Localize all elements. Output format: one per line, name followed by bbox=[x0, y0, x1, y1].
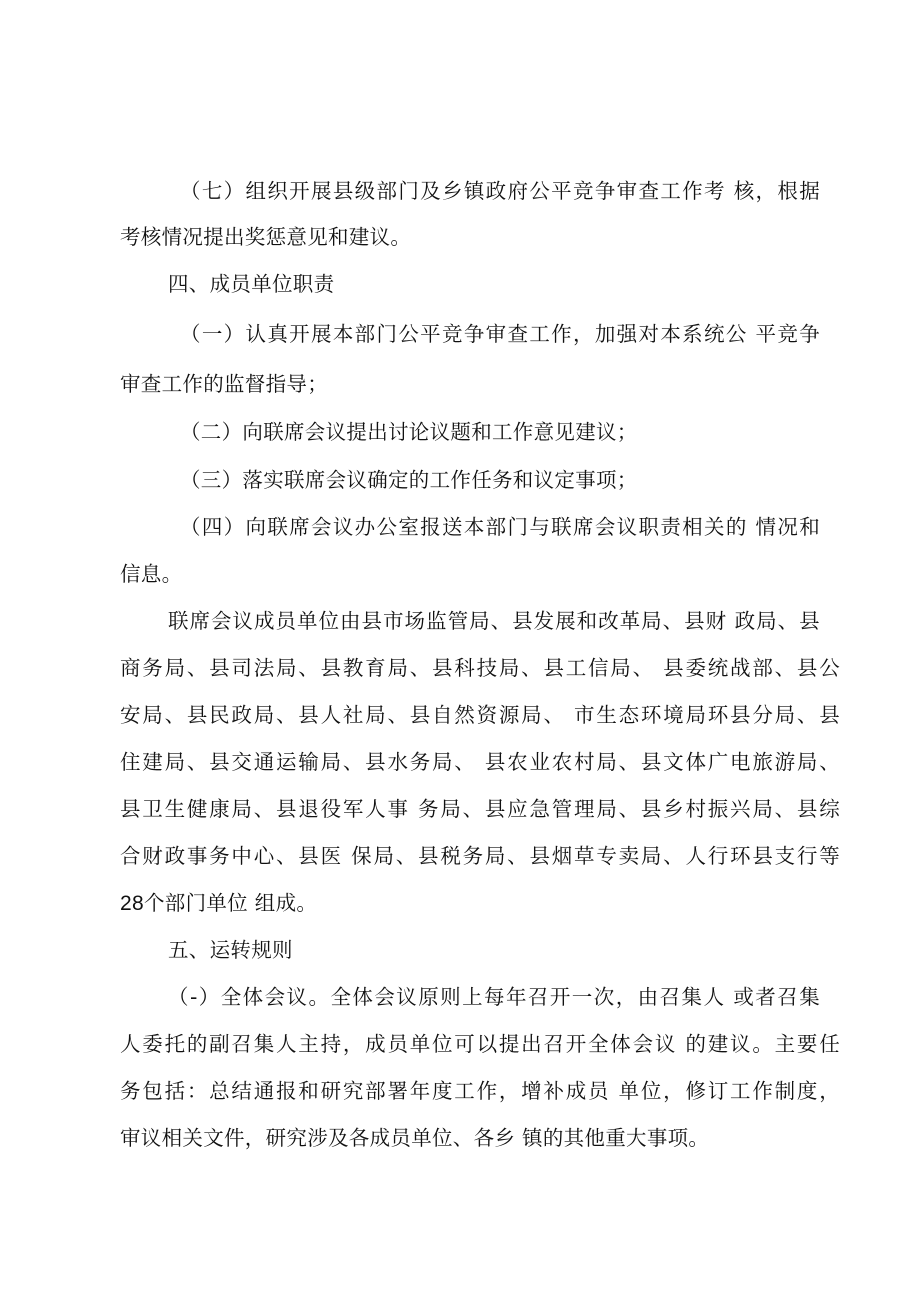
paragraph-line: 联席会议成员单位由县市场监管局、县发展和改革局、县财 政局、县 bbox=[168, 609, 820, 633]
paragraph-line: 商务局、县司法局、县教育局、县科技局、县工信局、 县委统战部、县公 bbox=[120, 656, 840, 680]
paragraph-line: （三）落实联席会议确定的工作任务和议定事项； bbox=[180, 468, 638, 492]
paragraph-line: 住建局、县交通运输局、县水务局、 县农业农村局、县文体广电旅游局、 bbox=[120, 750, 840, 774]
paragraph-line: （四）向联席会议办公室报送本部门与联席会议职责相关的 情况和 bbox=[180, 515, 820, 539]
paragraph-line: （二）向联席会议提出讨论议题和工作意见建议； bbox=[180, 420, 638, 444]
paragraph-line: 合财政事务中心、县医 保局、县税务局、县烟草专卖局、人行环县支行等 bbox=[120, 844, 840, 868]
unit-count: 28 bbox=[120, 892, 144, 915]
section-heading: 四、成员单位职责 bbox=[168, 272, 335, 296]
paragraph-line: 考核情况提出奖惩意见和建议。 bbox=[120, 225, 412, 249]
paragraph-line: （-）全体会议。全体会议原则上每年召开一次，由召集人 或者召集 bbox=[168, 985, 820, 1009]
paragraph-line: 审查工作的监督指导； bbox=[120, 372, 328, 396]
paragraph-line: 信息。 bbox=[120, 562, 183, 586]
paragraph-line bbox=[120, 885, 840, 921]
paragraph-line: 人委托的副召集人主持，成员单位可以提出召开全体会议 的建议。主要任 bbox=[120, 1032, 840, 1056]
section-heading: 五、运转规则 bbox=[168, 938, 293, 962]
paragraph-line: 审议相关文件，研究涉及各成员单位、各乡 镇的其他重大事项。 bbox=[120, 1126, 710, 1150]
paragraph-line: （一）认真开展本部门公平竞争审查工作，加强对本系统公 平竞争 bbox=[180, 322, 820, 346]
paragraph-line: 安局、县民政局、县人社局、县自然资源局、 市生态环境局环县分局、县 bbox=[120, 703, 840, 727]
paragraph-line: 县卫生健康局、县退役军人事 务局、县应急管理局、县乡村振兴局、县综 bbox=[120, 797, 840, 821]
paragraph-line: 务包括：总结通报和研究部署年度工作，增补成员 单位，修订工作制度， bbox=[120, 1079, 840, 1103]
paragraph-line-tail: 个部门单位 组成。 bbox=[143, 891, 318, 915]
paragraph-line: （七）组织开展县级部门及乡镇政府公平竞争审查工作考 核，根据 bbox=[180, 179, 820, 203]
